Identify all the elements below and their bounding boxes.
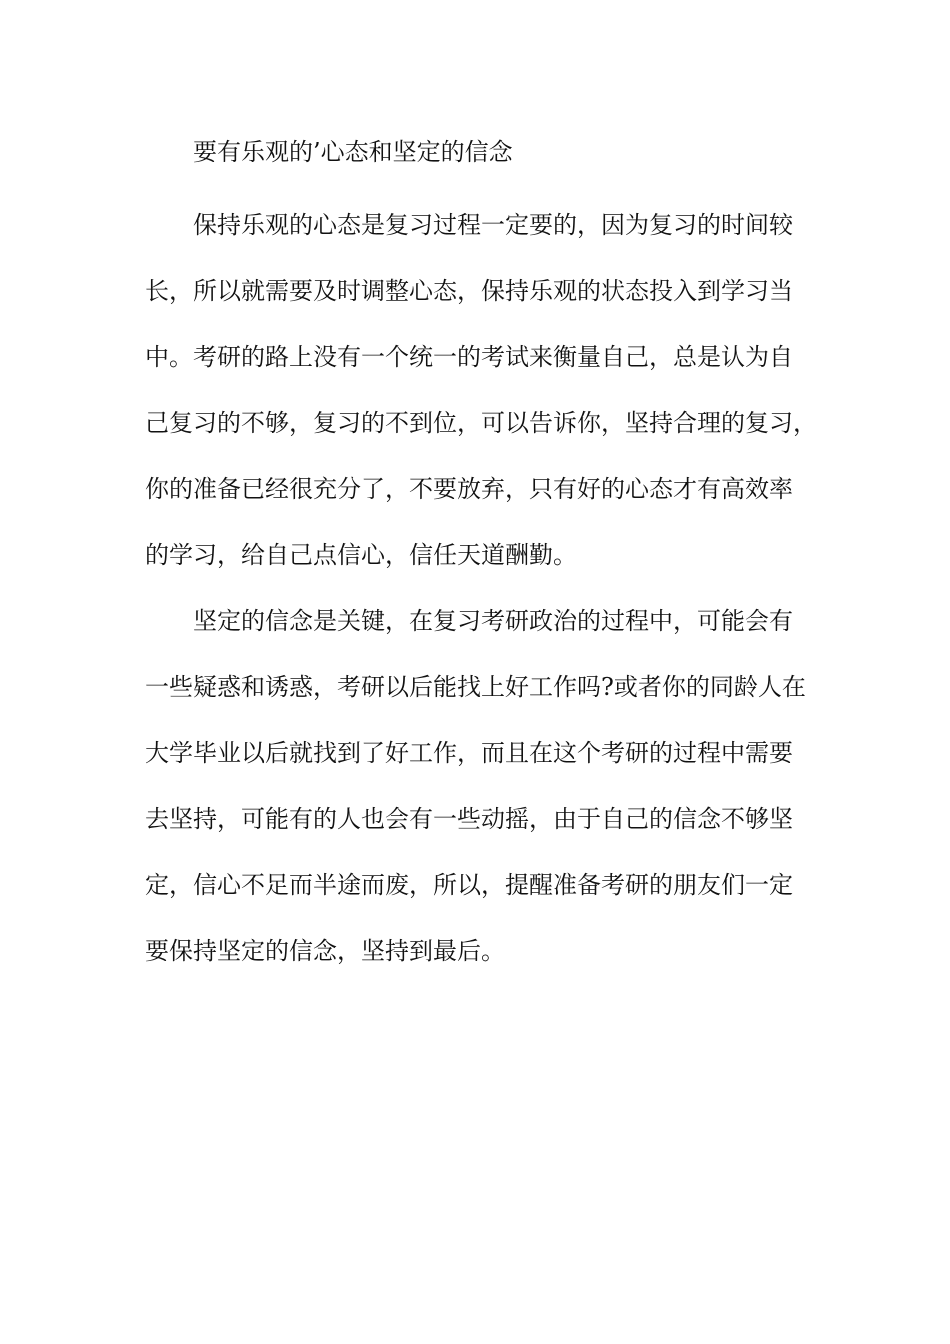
paragraph-line: 长，所以就需要及时调整心态，保持乐观的状态投入到学习当	[145, 277, 793, 305]
paragraph-belief	[145, 601, 805, 997]
paragraph-line: 的学习，给自己点信心，信任天道酬勤。	[145, 541, 577, 569]
paragraph-line: 去坚持，可能有的人也会有一些动摇，由于自己的信念不够坚	[145, 805, 793, 833]
paragraph-line: 己复习的不够，复习的不到位，可以告诉你，坚持合理的复习，	[145, 409, 817, 437]
paragraph-line: 定，信心不足而半途而废，所以，提醒准备考研的朋友们一定	[145, 871, 793, 899]
document-body	[145, 205, 817, 997]
paragraph-line: 要保持坚定的信念，坚持到最后。	[145, 937, 505, 965]
paragraph-line: 你的准备已经很充分了，不要放弃，只有好的心态才有高效率	[145, 475, 793, 503]
paragraph-line: 坚定的信念是关键，在复习考研政治的过程中，可能会有	[193, 607, 793, 635]
paragraph-line: 保持乐观的心态是复习过程一定要的，因为复习的时间较	[193, 211, 793, 239]
paragraph-line: 大学毕业以后就找到了好工作，而且在这个考研的过程中需要	[145, 739, 793, 767]
document-heading: 要有乐观的’心态和坚定的信念	[193, 138, 513, 166]
paragraph-line: 一些疑惑和诱惑，考研以后能找上好工作吗?或者你的同龄人在	[145, 673, 806, 701]
paragraph-line: 中。考研的路上没有一个统一的考试来衡量自己，总是认为自	[145, 343, 793, 371]
paragraph-optimism	[145, 205, 817, 601]
